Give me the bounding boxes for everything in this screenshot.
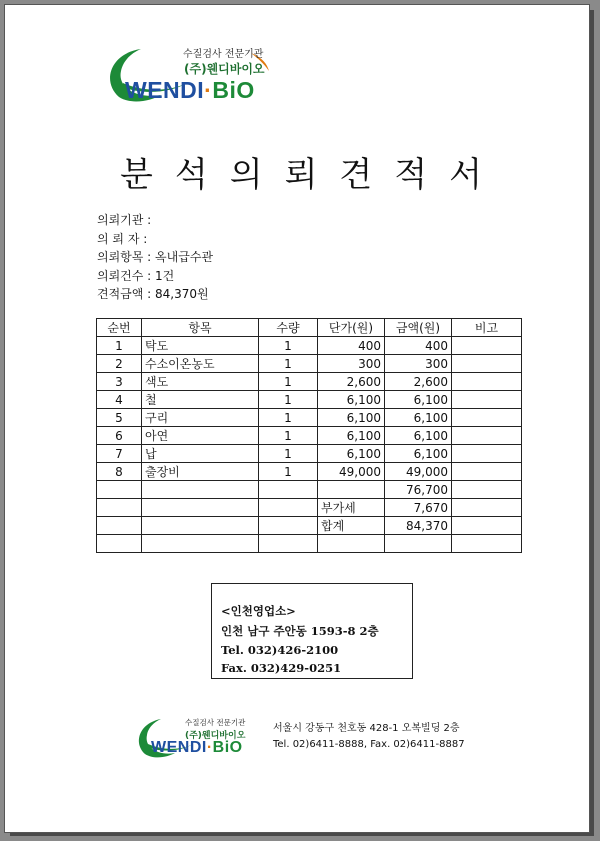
footer-address: 서울시 강동구 천호동 428-1 오복빌딩 2층	[273, 723, 460, 734]
total-label: 합계	[318, 517, 385, 535]
table-row	[97, 427, 522, 445]
row-note	[452, 373, 522, 391]
office-address: 인천 남구 주안동 1593-8 2층	[221, 624, 379, 638]
logo-korean-name: (주)웬디바이오	[185, 731, 246, 741]
row-amount: 6,100	[385, 427, 452, 445]
row-unit-price: 6,100	[318, 409, 385, 427]
table-row	[97, 373, 522, 391]
vat-value: 7,670	[385, 499, 452, 517]
row-no: 5	[97, 409, 142, 427]
row-amount: 6,100	[385, 445, 452, 463]
table-row	[97, 409, 522, 427]
table-row	[97, 355, 522, 373]
col-qty: 수량	[259, 319, 318, 337]
logo-english-name	[151, 739, 243, 757]
document-title: 분석의뢰견적서	[120, 155, 504, 195]
row-note	[452, 355, 522, 373]
row-unit-price: 6,100	[318, 427, 385, 445]
logo-korean-name: (주)웬디바이오	[184, 62, 265, 76]
subtotal-row	[97, 481, 522, 499]
row-unit-price: 400	[318, 337, 385, 355]
row-item: 아연	[142, 427, 259, 445]
info-org: 의뢰기관 :	[97, 213, 152, 227]
row-amount: 49,000	[385, 463, 452, 481]
row-no: 4	[97, 391, 142, 409]
logo-dot: ·	[206, 739, 213, 756]
table-row	[97, 391, 522, 409]
row-unit-price: 2,600	[318, 373, 385, 391]
row-unit-price: 6,100	[318, 391, 385, 409]
row-no: 2	[97, 355, 142, 373]
col-amount: 금액(원)	[385, 319, 452, 337]
total-row	[97, 517, 522, 535]
info-item: 의뢰항목 : 옥내급수관	[97, 250, 214, 264]
logo-dot: ·	[204, 77, 213, 103]
info-count: 의뢰건수 : 1건	[97, 268, 175, 283]
row-amount: 300	[385, 355, 452, 373]
logo-tagline: 수질검사 전문기관	[183, 49, 264, 60]
row-note	[452, 463, 522, 481]
row-note	[452, 337, 522, 355]
col-item: 항목	[142, 319, 259, 337]
col-note: 비고	[452, 319, 522, 337]
row-item: 색도	[142, 373, 259, 391]
row-item: 철	[142, 391, 259, 409]
office-tel: Tel. 032)426-2100	[221, 643, 339, 657]
row-amount: 400	[385, 337, 452, 355]
subtotal-value: 76,700	[385, 481, 452, 499]
table-header-row	[97, 319, 522, 337]
quote-table	[96, 318, 522, 553]
table-row	[97, 337, 522, 355]
request-info	[97, 211, 213, 304]
row-item: 수소이온농도	[142, 355, 259, 373]
logo-wendi: WENDI	[151, 739, 207, 756]
row-unit-price: 49,000	[318, 463, 385, 481]
row-qty: 1	[259, 373, 318, 391]
logo-bio: BiO	[212, 77, 255, 103]
office-fax: Fax. 032)429-0251	[221, 661, 342, 675]
row-note	[452, 445, 522, 463]
vat-label: 부가세	[318, 499, 385, 517]
blank-row	[97, 535, 522, 553]
row-item: 출장비	[142, 463, 259, 481]
footer-logo	[133, 715, 253, 760]
row-qty: 1	[259, 337, 318, 355]
footer-phone: Tel. 02)6411-8888, Fax. 02)6411-8887	[273, 739, 465, 750]
office-name: <인천영업소>	[221, 604, 296, 618]
table-row	[97, 463, 522, 481]
row-qty: 1	[259, 445, 318, 463]
row-qty: 1	[259, 391, 318, 409]
vat-row	[97, 499, 522, 517]
logo-bio: BiO	[212, 739, 243, 756]
row-unit-price: 300	[318, 355, 385, 373]
info-amount: 견적금액 : 84,370원	[97, 287, 209, 301]
row-item: 납	[142, 445, 259, 463]
logo-wendi: WENDI	[125, 77, 205, 103]
table-row	[97, 445, 522, 463]
row-note	[452, 427, 522, 445]
office-box	[211, 583, 413, 679]
total-value: 84,370	[385, 517, 452, 535]
row-no: 3	[97, 373, 142, 391]
row-item: 탁도	[142, 337, 259, 355]
logo-english-name	[125, 77, 255, 104]
row-unit-price: 6,100	[318, 445, 385, 463]
row-note	[452, 409, 522, 427]
page-shadow-right	[590, 10, 594, 834]
row-qty: 1	[259, 427, 318, 445]
row-no: 6	[97, 427, 142, 445]
company-logo	[101, 43, 281, 105]
col-unit-price: 단가(원)	[318, 319, 385, 337]
row-no: 7	[97, 445, 142, 463]
row-amount: 2,600	[385, 373, 452, 391]
document-page	[4, 4, 590, 833]
row-item: 구리	[142, 409, 259, 427]
col-no: 순번	[97, 319, 142, 337]
row-qty: 1	[259, 355, 318, 373]
row-qty: 1	[259, 409, 318, 427]
row-note	[452, 391, 522, 409]
row-amount: 6,100	[385, 391, 452, 409]
row-amount: 6,100	[385, 409, 452, 427]
row-no: 1	[97, 337, 142, 355]
logo-tagline: 수질검사 전문기관	[185, 718, 246, 727]
row-no: 8	[97, 463, 142, 481]
row-qty: 1	[259, 463, 318, 481]
info-requester: 의 뢰 자 :	[97, 231, 148, 246]
